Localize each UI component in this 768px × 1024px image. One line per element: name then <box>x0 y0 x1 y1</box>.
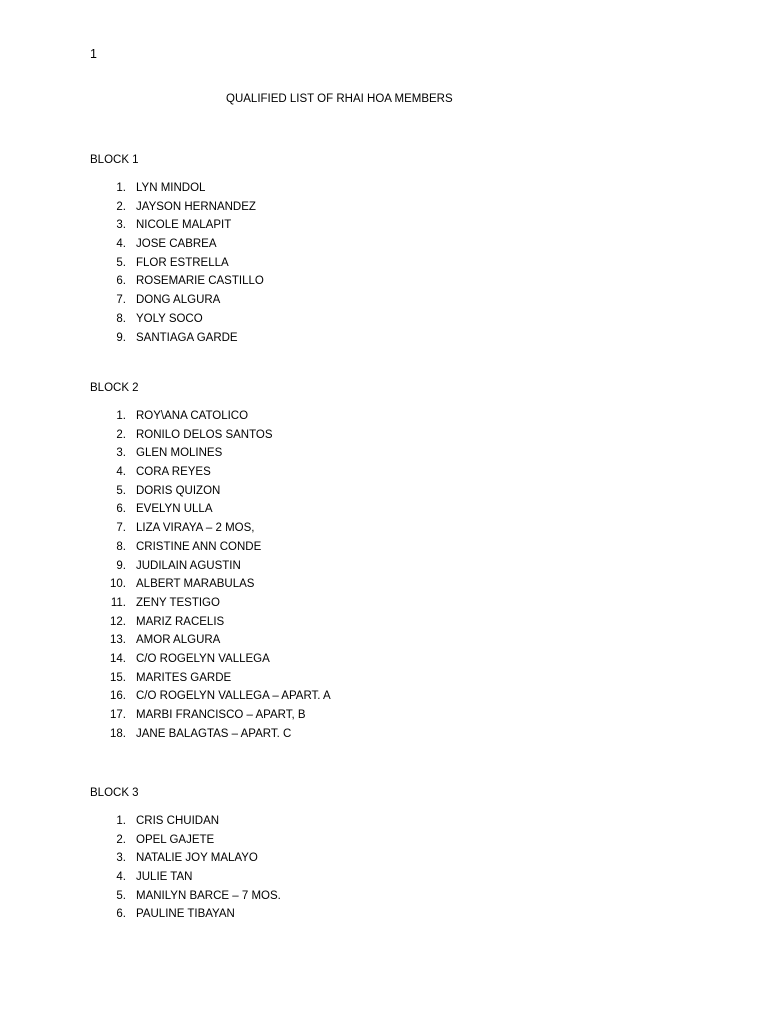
list-item <box>90 482 331 501</box>
list-item <box>90 669 331 688</box>
block-1-section <box>90 151 264 347</box>
item-number: 1. <box>116 410 126 422</box>
item-number: 9. <box>116 559 126 572</box>
block-3-section <box>90 784 281 924</box>
list-item <box>90 444 331 463</box>
item-number: 12. <box>110 615 126 628</box>
member-name: RONILO DELOS SANTOS <box>136 428 273 441</box>
item-number: 1. <box>116 815 126 827</box>
member-name: JOSE CABREA <box>136 238 217 251</box>
list-item <box>90 905 281 924</box>
list-item <box>90 216 264 235</box>
member-name: DORIS QUIZON <box>136 484 221 497</box>
list-item <box>90 812 281 831</box>
list-item <box>90 725 331 744</box>
list-item <box>90 463 331 482</box>
member-name: CRISTINE ANN CONDE <box>136 540 262 553</box>
member-name: JAYSON HERNANDEZ <box>136 200 256 213</box>
list-item <box>90 407 331 426</box>
item-number: 5. <box>116 256 126 269</box>
page-number: 1 <box>90 47 97 61</box>
list-item <box>90 538 331 557</box>
member-name: ALBERT MARABULAS <box>136 578 255 591</box>
list-item <box>90 687 331 706</box>
member-name: PAULINE TIBAYAN <box>136 908 235 921</box>
item-number: 11. <box>110 596 126 609</box>
list-item <box>90 329 264 348</box>
item-number: 9. <box>116 331 126 344</box>
item-number: 14. <box>110 652 126 665</box>
list-item <box>90 272 264 291</box>
member-name: SANTIAGA GARDE <box>136 331 238 344</box>
member-name: MANILYN BARCE – 7 MOS. <box>136 889 281 902</box>
item-number: 3. <box>116 447 126 460</box>
list-item <box>90 500 331 519</box>
list-item <box>90 519 331 538</box>
list-item <box>90 575 331 594</box>
item-number: 7. <box>116 522 126 535</box>
list-item <box>90 831 281 850</box>
list-item <box>90 310 264 329</box>
block-2-section <box>90 379 331 743</box>
list-item <box>90 613 331 632</box>
member-name: LYN MINDOL <box>136 182 206 194</box>
member-name: C/O ROGELYN VALLEGA – APART. A <box>136 690 331 703</box>
list-item <box>90 198 264 217</box>
list-item <box>90 631 331 650</box>
member-name: NICOLE MALAPIT <box>136 219 232 232</box>
item-number: 8. <box>116 312 126 325</box>
block-heading: BLOCK 2 <box>90 382 139 394</box>
item-number: 6. <box>116 503 126 516</box>
member-name: JANE BALAGTAS – APART. C <box>136 727 292 740</box>
member-name: ROSEMARIE CASTILLO <box>136 275 264 288</box>
list-item <box>90 426 331 445</box>
member-list <box>90 812 281 924</box>
list-item <box>90 887 281 906</box>
member-name: FLOR ESTRELLA <box>136 256 229 269</box>
document-title: QUALIFIED LIST OF RHAI HOA MEMBERS <box>226 93 453 105</box>
member-list <box>90 407 331 743</box>
member-name: EVELYN ULLA <box>136 503 213 516</box>
member-name: CRIS CHUIDAN <box>136 815 220 827</box>
member-name: ROY\ANA CATOLICO <box>136 410 249 422</box>
item-number: 5. <box>116 889 126 902</box>
member-name: JUDILAIN AGUSTIN <box>136 559 241 572</box>
item-number: 16. <box>110 690 126 703</box>
list-item <box>90 594 331 613</box>
item-number: 3. <box>116 852 126 865</box>
item-number: 3. <box>116 219 126 232</box>
member-name: AMOR ALGURA <box>136 634 221 647</box>
item-number: 4. <box>116 238 126 251</box>
item-number: 2. <box>116 428 126 441</box>
item-number: 7. <box>116 294 126 307</box>
member-name: GLEN MOLINES <box>136 447 223 460</box>
item-number: 15. <box>110 671 126 684</box>
member-name: NATALIE JOY MALAYO <box>136 852 258 865</box>
member-name: C/O ROGELYN VALLEGA <box>136 652 270 665</box>
item-number: 4. <box>116 871 126 884</box>
block-heading: BLOCK 1 <box>90 154 139 166</box>
block-heading: BLOCK 3 <box>90 787 139 799</box>
member-name: OPEL GAJETE <box>136 833 215 846</box>
list-item <box>90 557 331 576</box>
item-number: 17. <box>110 709 126 721</box>
member-name: ZENY TESTIGO <box>136 596 220 609</box>
member-name: YOLY SOCO <box>136 312 203 325</box>
list-item <box>90 254 264 273</box>
member-name: CORA REYES <box>136 466 211 479</box>
item-number: 2. <box>116 200 126 213</box>
member-name: LIZA VIRAYA – 2 MOS, <box>136 522 255 535</box>
member-name: MARIZ RACELIS <box>136 615 225 628</box>
member-name: MARBI FRANCISCO – APART, B <box>136 709 306 721</box>
member-name: DONG ALGURA <box>136 294 221 307</box>
item-number: 13. <box>110 634 126 647</box>
item-number: 18. <box>110 727 126 740</box>
member-list <box>90 179 264 347</box>
item-number: 4. <box>116 466 126 479</box>
list-item <box>90 291 264 310</box>
item-number: 1. <box>116 182 126 194</box>
list-item <box>90 235 264 254</box>
member-name: JULIE TAN <box>136 871 193 884</box>
item-number: 6. <box>116 275 126 288</box>
list-item <box>90 706 331 725</box>
item-number: 8. <box>116 540 126 553</box>
list-item <box>90 868 281 887</box>
list-item <box>90 849 281 868</box>
member-name: MARITES GARDE <box>136 671 232 684</box>
item-number: 6. <box>116 908 126 921</box>
item-number: 2. <box>116 833 126 846</box>
item-number: 10. <box>110 578 126 591</box>
item-number: 5. <box>116 484 126 497</box>
list-item <box>90 650 331 669</box>
list-item <box>90 179 264 198</box>
